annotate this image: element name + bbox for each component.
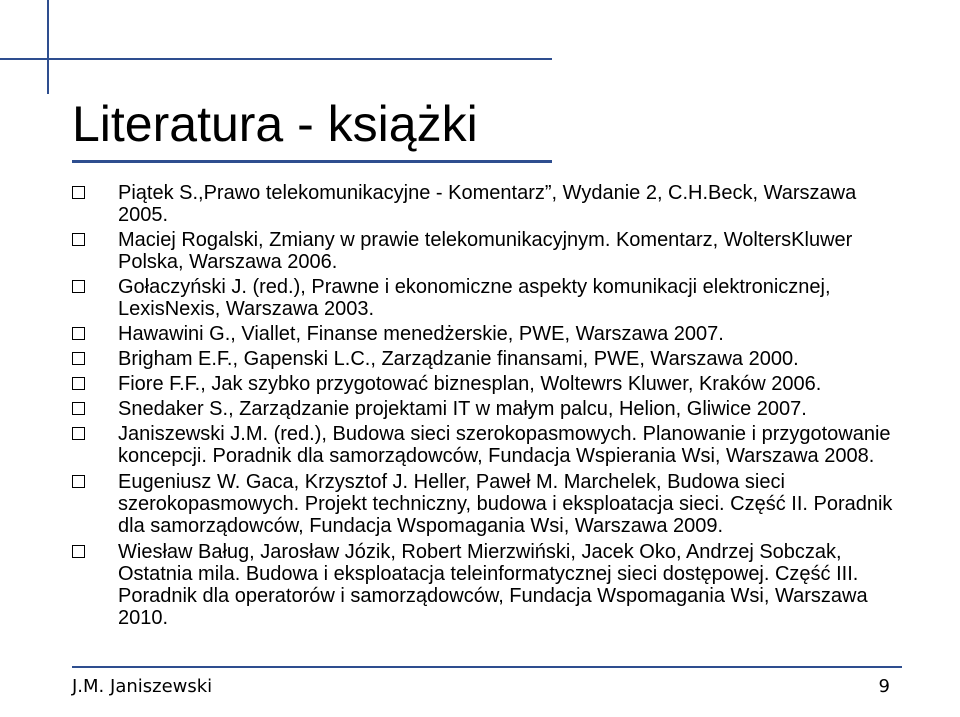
hollow-square-icon [72, 402, 85, 415]
list-item-text: Piątek S.,Prawo telekomunikacyjne - Komentarz”, Wydanie 2, C.H.Beck, Warszawa 2005. [118, 182, 857, 226]
slide-title: Literatura - książki [72, 96, 478, 152]
hollow-square-icon [72, 186, 85, 199]
list-item [72, 276, 902, 320]
decorative-frame-horizontal [0, 58, 552, 60]
list-item [72, 323, 902, 345]
hollow-square-icon [72, 427, 85, 440]
list-item [72, 229, 902, 273]
list-item-text: Wiesław Baług, Jarosław Józik, Robert Mierzwiński, Jacek Oko, Andrzej Sobczak, Ostatnia mila. Budowa i eksploatacja teleinformatycznej sieci dostępowej. Część III. Poradnik dla operatorów i samorządowców, Fundacja Wspomagania Wsi, Warszawa 2010. [118, 541, 868, 629]
title-underline [72, 160, 552, 163]
decorative-frame-vertical [47, 0, 49, 94]
list-item [72, 471, 902, 537]
list-item-text: Janiszewski J.M. (red.), Budowa sieci szerokopasmowych. Planowanie i przygotowanie koncepcji. Poradnik dla samorządowców, Fundacja Wspierania Wsi, Warszawa 2008. [118, 423, 891, 467]
list-item [72, 398, 902, 420]
hollow-square-icon [72, 233, 85, 246]
footer-author: J.M. Janiszewski [72, 676, 213, 697]
hollow-square-icon [72, 475, 85, 488]
list-item-text: Snedaker S., Zarządzanie projektami IT w małym palcu, Helion, Gliwice 2007. [118, 398, 807, 420]
list-item-text: Gołaczyński J. (red.), Prawne i ekonomiczne aspekty komunikacji elektronicznej, LexisNexis, Warszawa 2003. [118, 276, 831, 320]
list-item-text: Maciej Rogalski, Zmiany w prawie telekomunikacyjnym. Komentarz, WoltersKluwer Polska, Warszawa 2006. [118, 229, 853, 273]
hollow-square-icon [72, 327, 85, 340]
list-item [72, 423, 902, 467]
list-item [72, 373, 902, 395]
list-item-text: Hawawini G., Viallet, Finanse menedżerskie, PWE, Warszawa 2007. [118, 323, 724, 345]
footer-divider [72, 666, 902, 668]
hollow-square-icon [72, 545, 85, 558]
list-item-text: Fiore F.F., Jak szybko przygotować biznesplan, Woltewrs Kluwer, Kraków 2006. [118, 373, 822, 395]
bibliography-list [72, 182, 902, 629]
list-item [72, 348, 902, 370]
hollow-square-icon [72, 280, 85, 293]
hollow-square-icon [72, 352, 85, 365]
page-number: 9 [878, 676, 890, 697]
list-item [72, 182, 902, 226]
list-item [72, 541, 902, 629]
list-item-text: Eugeniusz W. Gaca, Krzysztof J. Heller, Paweł M. Marchelek, Budowa sieci szerokopasmowych. Projekt techniczny, budowa i eksploatacja sieci. Część II. Poradnik dla samorządowców, Fundacja Wspomagania Wsi, Warszawa 2009. [118, 471, 893, 537]
hollow-square-icon [72, 377, 85, 390]
list-item-text: Brigham E.F., Gapenski L.C., Zarządzanie finansami, PWE, Warszawa 2000. [118, 348, 799, 370]
